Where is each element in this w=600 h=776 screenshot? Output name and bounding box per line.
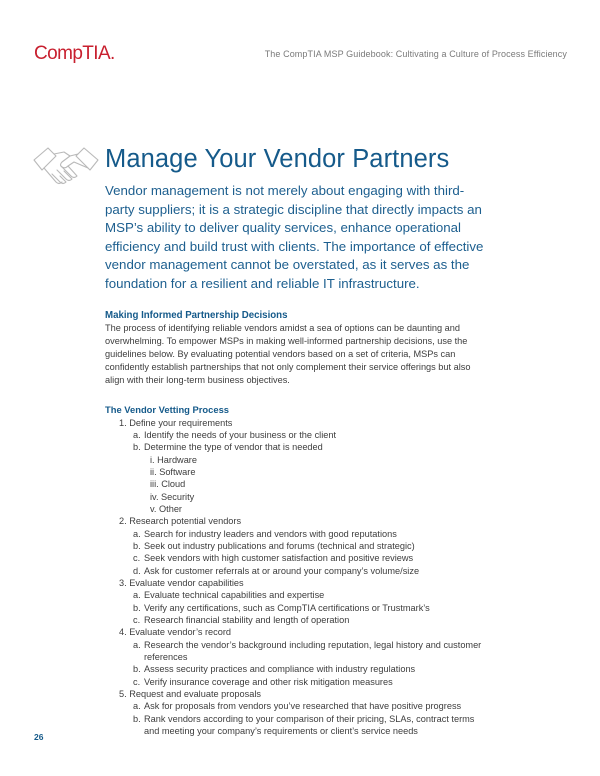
vetting-step (105, 577, 490, 626)
item-text: Ask for proposals from vendors you’ve researched that have positive progress (144, 701, 462, 712)
sub-item-text: i. Hardware (150, 454, 197, 465)
list-item (105, 713, 490, 738)
item-marker: b. (133, 602, 141, 613)
comptia-logo: CompTIA. (34, 43, 115, 64)
sub-list-item (105, 491, 490, 503)
main-content (105, 144, 490, 738)
lead-paragraph: Vendor management is not merely about engaging with third-party suppliers; it is a strategic discipline that directly impacts an MSP’s ability to deliver quality services, enhance operational efficiency and build trust with clients. The importance of effective vendor management cannot be overstated, as it serves as the foundation for a resilient and reliable IT infrastructure. (105, 183, 484, 291)
item-marker: a. (133, 701, 141, 712)
sub-item-text: iii. Cloud (150, 479, 186, 490)
item-text: Rank vendors according to your comparison of their pricing, SLAs, contract terms and meeting your company’s requirements or client’s service needs (144, 713, 475, 737)
step-label: 4. Evaluate vendor’s record (119, 627, 232, 638)
item-marker: a. (133, 590, 141, 601)
list-item (105, 639, 490, 664)
step-label: 2. Research potential vendors (119, 516, 242, 527)
sub-list-item (105, 454, 490, 466)
item-marker: c. (133, 615, 141, 626)
item-marker: b. (133, 442, 141, 453)
sub-item-text: v. Other (150, 503, 182, 514)
item-marker: d. (133, 565, 141, 576)
sub-item-text: iv. Security (150, 491, 195, 502)
vetting-process-heading: The Vendor Vetting Process (105, 403, 229, 415)
item-marker: b. (133, 664, 141, 675)
sub-list-item (105, 503, 490, 515)
item-marker: a. (133, 429, 141, 440)
step-label: 3. Evaluate vendor capabilities (119, 578, 244, 589)
item-text: Ask for customer referrals at or around your company’s volume/size (144, 565, 420, 576)
list-item (105, 441, 490, 515)
page-number: 26 (34, 732, 44, 742)
sub-list-item (105, 478, 490, 490)
vetting-step (105, 626, 490, 688)
item-text: Identify the needs of your business or the client (144, 429, 337, 440)
list-item (105, 528, 490, 540)
section-heading: Making Informed Partnership Decisions (105, 309, 288, 321)
vetting-steps-list (105, 417, 490, 738)
item-text: Search for industry leaders and vendors with good reputations (144, 528, 397, 539)
item-text: Verify insurance coverage and other risk mitigation measures (144, 676, 393, 687)
list-item (105, 676, 490, 688)
item-text: Assess security practices and compliance with industry regulations (144, 664, 416, 675)
item-marker: a. (133, 528, 141, 539)
item-marker: a. (133, 639, 141, 650)
vetting-step (105, 688, 490, 737)
item-text: Verify any certifications, such as CompTIA certifications or Trustmark’s (144, 602, 430, 613)
item-text: Seek out industry publications and forums (technical and strategic) (144, 541, 415, 552)
list-item (105, 700, 490, 712)
item-marker: c. (133, 676, 141, 687)
item-text: Seek vendors with high customer satisfaction and positive reviews (144, 553, 414, 564)
list-item (105, 540, 490, 552)
item-text: Research the vendor’s background including reputation, legal history and customer references (144, 639, 482, 663)
handshake-icon (30, 138, 102, 198)
item-marker: c. (133, 553, 141, 564)
item-marker: b. (133, 541, 141, 552)
list-item (105, 614, 490, 626)
vetting-step (105, 515, 490, 577)
list-item (105, 552, 490, 564)
sub-list-item (105, 466, 490, 478)
step-label: 5. Request and evaluate proposals (119, 689, 261, 700)
list-item (105, 565, 490, 577)
section-body: The process of identifying reliable vendors amidst a sea of options can be daunting and overwhelming. To empower MSPs in making well-informed partnership decisions, use the guidelines below. By evaluating potential vendors based on a set of criteria, MSPs can confidently establish partnerships that not only complement their service offerings but also align with their long-term business objectives. (105, 322, 471, 386)
item-text: Evaluate technical capabilities and expertise (144, 590, 325, 601)
item-text: Determine the type of vendor that is needed (144, 442, 323, 453)
vetting-step (105, 417, 490, 516)
list-item (105, 589, 490, 601)
page-title: Manage Your Vendor Partners (105, 145, 450, 173)
document-header-title: The CompTIA MSP Guidebook: Cultivating a Culture of Process Efficiency (264, 49, 567, 59)
list-item (105, 429, 490, 441)
item-marker: b. (133, 713, 141, 724)
sub-item-text: ii. Software (150, 466, 196, 477)
list-item (105, 663, 490, 675)
step-label: 1. Define your requirements (119, 417, 233, 428)
item-text: Research financial stability and length of operation (144, 615, 350, 626)
list-item (105, 602, 490, 614)
